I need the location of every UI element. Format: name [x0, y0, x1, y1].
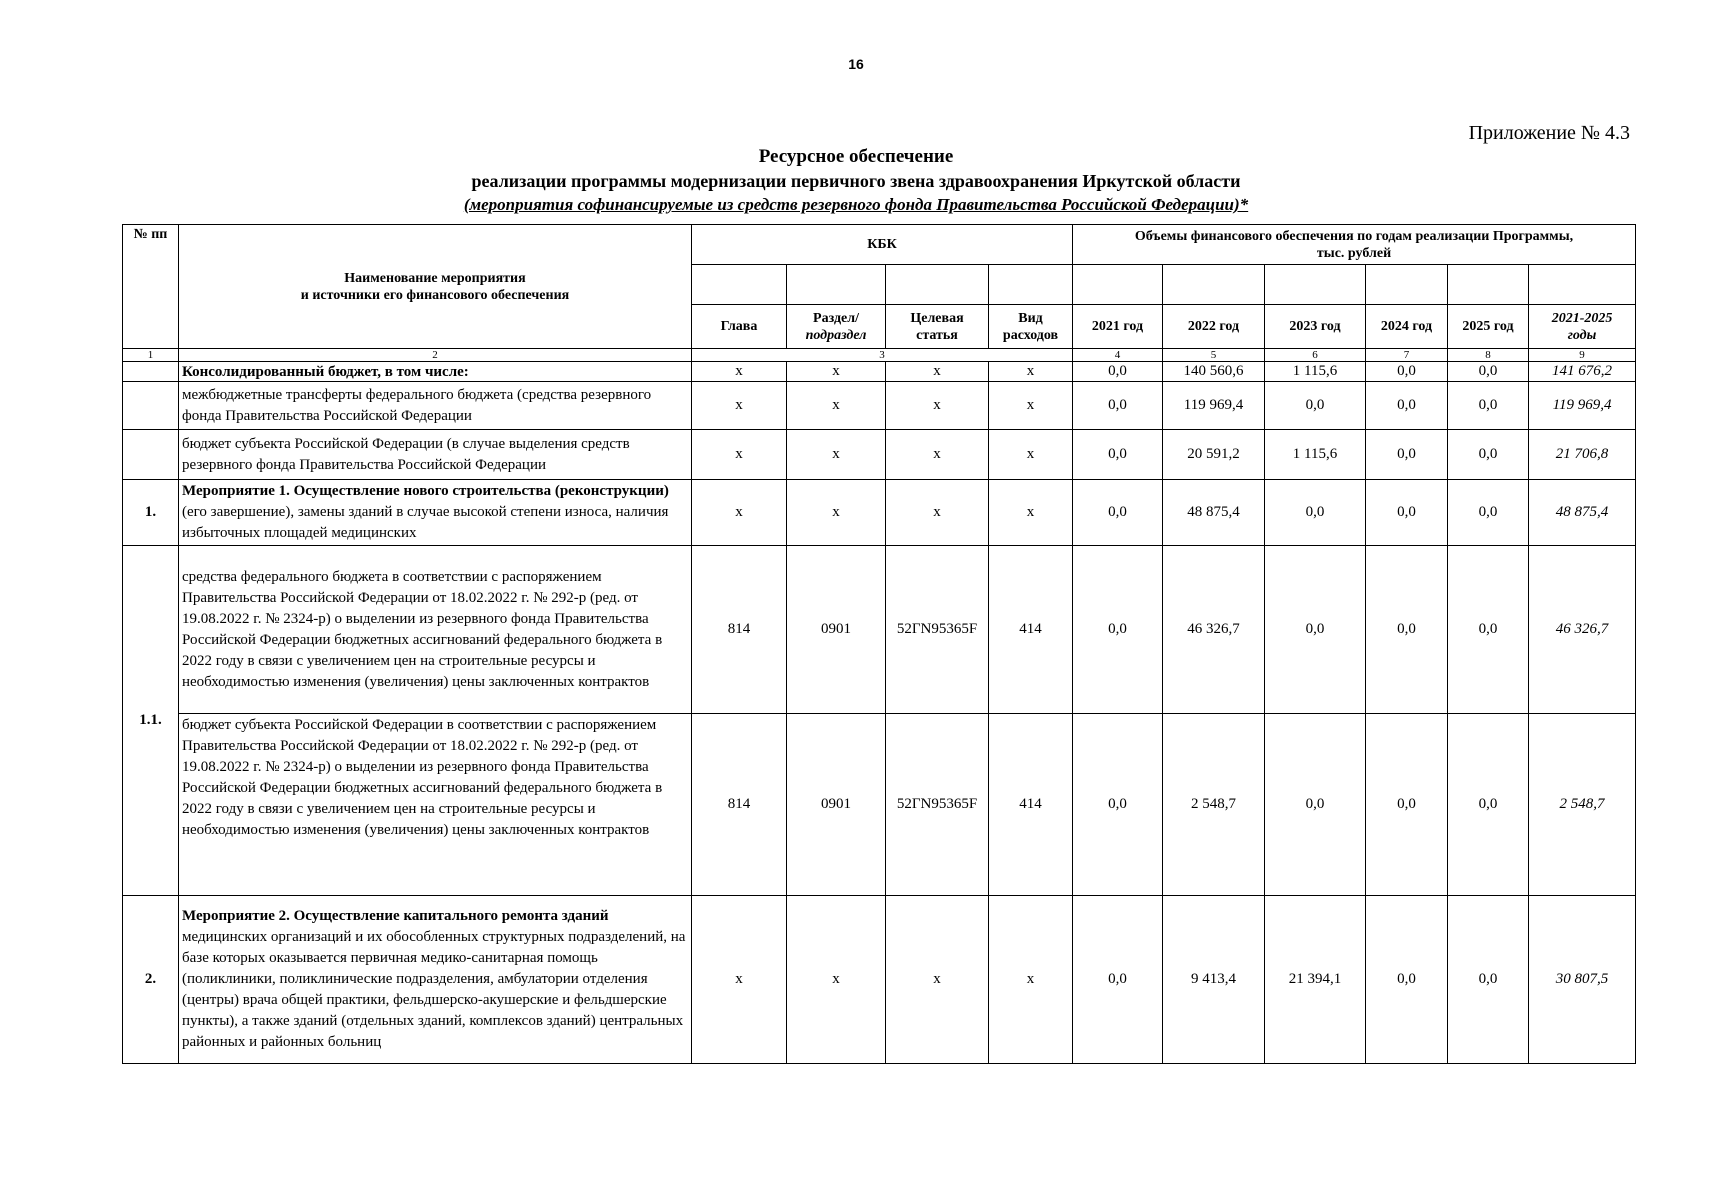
header-vid — [989, 305, 1073, 349]
cell-2023: 1 115,6 — [1265, 430, 1366, 480]
cell-2024: 0,0 — [1366, 382, 1448, 430]
cell-total: 48 875,4 — [1529, 480, 1636, 546]
cell-2023: 21 394,1 — [1265, 896, 1366, 1064]
column-number: 4 — [1073, 349, 1163, 362]
cell-glava: x — [692, 896, 787, 1064]
column-number-row — [123, 349, 1636, 362]
cell-2024: 0,0 — [1366, 896, 1448, 1064]
cell-2022: 46 326,7 — [1163, 546, 1265, 714]
table-row — [123, 480, 1636, 546]
header-2023: 2023 год — [1265, 305, 1366, 349]
cell-2021: 0,0 — [1073, 362, 1163, 382]
cell-2025: 0,0 — [1448, 362, 1529, 382]
header-razdel — [787, 305, 886, 349]
column-number: 2 — [179, 349, 692, 362]
row-name — [179, 896, 692, 1064]
cell-2022: 9 413,4 — [1163, 896, 1265, 1064]
table-row — [123, 714, 1636, 896]
cell-2022: 20 591,2 — [1163, 430, 1265, 480]
row-name — [179, 430, 692, 480]
cell-2025: 0,0 — [1448, 546, 1529, 714]
header-vid-line1: Вид — [1018, 310, 1043, 326]
cell-2021: 0,0 — [1073, 382, 1163, 430]
column-number: 8 — [1448, 349, 1529, 362]
cell-razdel: x — [787, 480, 886, 546]
row-name-bold: Мероприятие 1. Осуществление нового строительства (реконструкции) — [182, 483, 669, 499]
row-num — [123, 430, 179, 480]
table-row — [123, 362, 1636, 382]
cell-2021: 0,0 — [1073, 546, 1163, 714]
column-number: 9 — [1529, 349, 1636, 362]
header-num: № пп — [123, 225, 179, 349]
header-2022: 2022 год — [1163, 305, 1265, 349]
cell-2025: 0,0 — [1448, 430, 1529, 480]
cell-razdel: 0901 — [787, 714, 886, 896]
column-number: 5 — [1163, 349, 1265, 362]
column-number: 6 — [1265, 349, 1366, 362]
row-name-text: межбюджетные трансферты федерального бюджета (средства резервного фонда Правительства Российской Федерации — [182, 386, 652, 424]
cell-vid: x — [989, 362, 1073, 382]
cell-2021: 0,0 — [1073, 896, 1163, 1064]
header-vid-line2: расходов — [1002, 327, 1059, 343]
cell-celevaya: x — [886, 480, 989, 546]
row-name — [179, 362, 692, 382]
cell-celevaya: x — [886, 362, 989, 382]
title-line-3: (мероприятия софинансируемые из средств резервного фонда Правительства Российской Федерации)* — [463, 195, 1249, 214]
header-total-line2: годы — [1567, 327, 1597, 343]
cell-2024: 0,0 — [1366, 430, 1448, 480]
cell-vid: 414 — [989, 546, 1073, 714]
cell-2025: 0,0 — [1448, 896, 1529, 1064]
row-num — [123, 382, 179, 430]
row-name — [179, 382, 692, 430]
cell-vid: x — [989, 382, 1073, 430]
header-volumes-line1: Объемы финансового обеспечения по годам реализации Программы, — [1134, 228, 1574, 244]
header-2024: 2024 год — [1366, 305, 1448, 349]
row-name — [179, 714, 692, 896]
cell-glava: x — [692, 480, 787, 546]
cell-razdel: x — [787, 430, 886, 480]
cell-celevaya: 52ГN95365F — [886, 714, 989, 896]
header-celevaya-line1: Целевая — [910, 310, 964, 326]
cell-celevaya: x — [886, 896, 989, 1064]
row-name-bold: Консолидированный бюджет, в том числе: — [182, 363, 469, 380]
cell-total: 141 676,2 — [1529, 362, 1636, 382]
document-title — [0, 145, 1712, 217]
cell-2024: 0,0 — [1366, 480, 1448, 546]
header-total — [1529, 305, 1636, 349]
cell-total: 30 807,5 — [1529, 896, 1636, 1064]
cell-glava: x — [692, 430, 787, 480]
resource-table — [122, 224, 1636, 1064]
header-total-line1: 2021-2025 — [1551, 310, 1613, 326]
appendix-label: Приложение № 4.3 — [1468, 122, 1630, 144]
title-line-1: Ресурсное обеспечение — [758, 146, 954, 167]
cell-2023: 0,0 — [1265, 382, 1366, 430]
cell-celevaya: 52ГN95365F — [886, 546, 989, 714]
cell-total: 46 326,7 — [1529, 546, 1636, 714]
header-name-line1: Наименование мероприятия — [344, 270, 526, 286]
row-name — [179, 546, 692, 714]
column-number: 3 — [692, 349, 1073, 362]
row-name-text: бюджет субъекта Российской Федерации (в случае выделения средств резервного фонда Правительства Российской Федерации — [182, 435, 630, 473]
row-name-text: бюджет субъекта Российской Федерации в соответствии с распоряжением Правительства Российской Федерации от 18.02.2022 г. № 292-р (ред. от 19.08.2022 г. № 2324-р) о выделении из резервного фонда Правительства Российской Федерации бюджетных ассигнований федерального бюджета в 2022 году в связи с увеличением цен на строительные ресурсы и необходимостью изменения (увеличения) цены заключенных контрактов — [182, 717, 663, 838]
cell-2022: 119 969,4 — [1163, 382, 1265, 430]
row-name-text: медицинских организаций и их обособленных структурных подразделений, на базе которых оказывается первичная медико-санитарная помощь (поликлиники, поликлинические подразделения, амбулатории отделения (центры) врача общей практики, фельдшерско-акушерские и фельдшерские пункты), а также зданий (отдельных зданий, комплексов зданий) центральных районных и районных больниц — [182, 929, 686, 1050]
cell-2022: 2 548,7 — [1163, 714, 1265, 896]
cell-vid: x — [989, 896, 1073, 1064]
table-row — [123, 546, 1636, 714]
cell-2025: 0,0 — [1448, 382, 1529, 430]
cell-2025: 0,0 — [1448, 714, 1529, 896]
header-2025: 2025 год — [1448, 305, 1529, 349]
cell-vid: x — [989, 480, 1073, 546]
header-razdel-line1: Раздел/ — [813, 310, 859, 326]
page-number: 16 — [848, 56, 864, 72]
row-num: 1.1. — [123, 546, 179, 896]
cell-razdel: 0901 — [787, 546, 886, 714]
cell-glava: 814 — [692, 546, 787, 714]
cell-razdel: x — [787, 382, 886, 430]
cell-2024: 0,0 — [1366, 362, 1448, 382]
header-2021: 2021 год — [1073, 305, 1163, 349]
header-celevaya-line2: статья — [916, 327, 958, 343]
row-num: 1. — [123, 480, 179, 546]
row-name-bold: Мероприятие 2. Осуществление капитального ремонта зданий — [182, 908, 609, 924]
header-glava: Глава — [692, 305, 787, 349]
cell-2024: 0,0 — [1366, 546, 1448, 714]
column-number: 7 — [1366, 349, 1448, 362]
header-razdel-line2: подраздел — [805, 327, 867, 343]
cell-razdel: x — [787, 362, 886, 382]
cell-total: 119 969,4 — [1529, 382, 1636, 430]
cell-2025: 0,0 — [1448, 480, 1529, 546]
cell-glava: x — [692, 382, 787, 430]
cell-2021: 0,0 — [1073, 430, 1163, 480]
cell-2023: 0,0 — [1265, 480, 1366, 546]
header-name — [179, 225, 692, 349]
cell-vid: x — [989, 430, 1073, 480]
cell-celevaya: x — [886, 430, 989, 480]
row-name-text: (его завершение), замены зданий в случае высокой степени износа, наличия избыточных площадей медицинских — [182, 504, 669, 541]
cell-vid: 414 — [989, 714, 1073, 896]
cell-glava: x — [692, 362, 787, 382]
cell-2023: 0,0 — [1265, 546, 1366, 714]
cell-glava: 814 — [692, 714, 787, 896]
row-name-text: средства федерального бюджета в соответствии с распоряжением Правительства Российской Федерации от 18.02.2022 г. № 292-р (ред. от 19.08.2022 г. № 2324-р) о выделении из резервного фонда Правительства Российской Федерации бюджетных ассигнований федерального бюджета в 2022 году в связи с увеличением цен на строительные ресурсы и необходимостью изменения (увеличения) цены заключенных контрактов — [182, 568, 663, 690]
cell-2023: 1 115,6 — [1265, 362, 1366, 382]
cell-total: 2 548,7 — [1529, 714, 1636, 896]
cell-2023: 0,0 — [1265, 714, 1366, 896]
header-volumes-line2: тыс. рублей — [1316, 245, 1392, 261]
header-celevaya — [886, 305, 989, 349]
row-name — [179, 480, 692, 546]
table-row — [123, 896, 1636, 1064]
title-line-2: реализации программы модернизации первичного звена здравоохранения Иркутской области — [471, 171, 1241, 191]
header-name-line2: и источники его финансового обеспечения — [300, 287, 570, 303]
column-number: 1 — [123, 349, 179, 362]
cell-total: 21 706,8 — [1529, 430, 1636, 480]
cell-2022: 48 875,4 — [1163, 480, 1265, 546]
cell-celevaya: x — [886, 382, 989, 430]
cell-2021: 0,0 — [1073, 714, 1163, 896]
row-num — [123, 362, 179, 382]
table-row — [123, 430, 1636, 480]
cell-2022: 140 560,6 — [1163, 362, 1265, 382]
cell-2021: 0,0 — [1073, 480, 1163, 546]
table-row — [123, 382, 1636, 430]
header-kbk: КБК — [692, 225, 1073, 265]
cell-2024: 0,0 — [1366, 714, 1448, 896]
row-num: 2. — [123, 896, 179, 1064]
cell-razdel: x — [787, 896, 886, 1064]
header-volumes — [1073, 225, 1636, 265]
